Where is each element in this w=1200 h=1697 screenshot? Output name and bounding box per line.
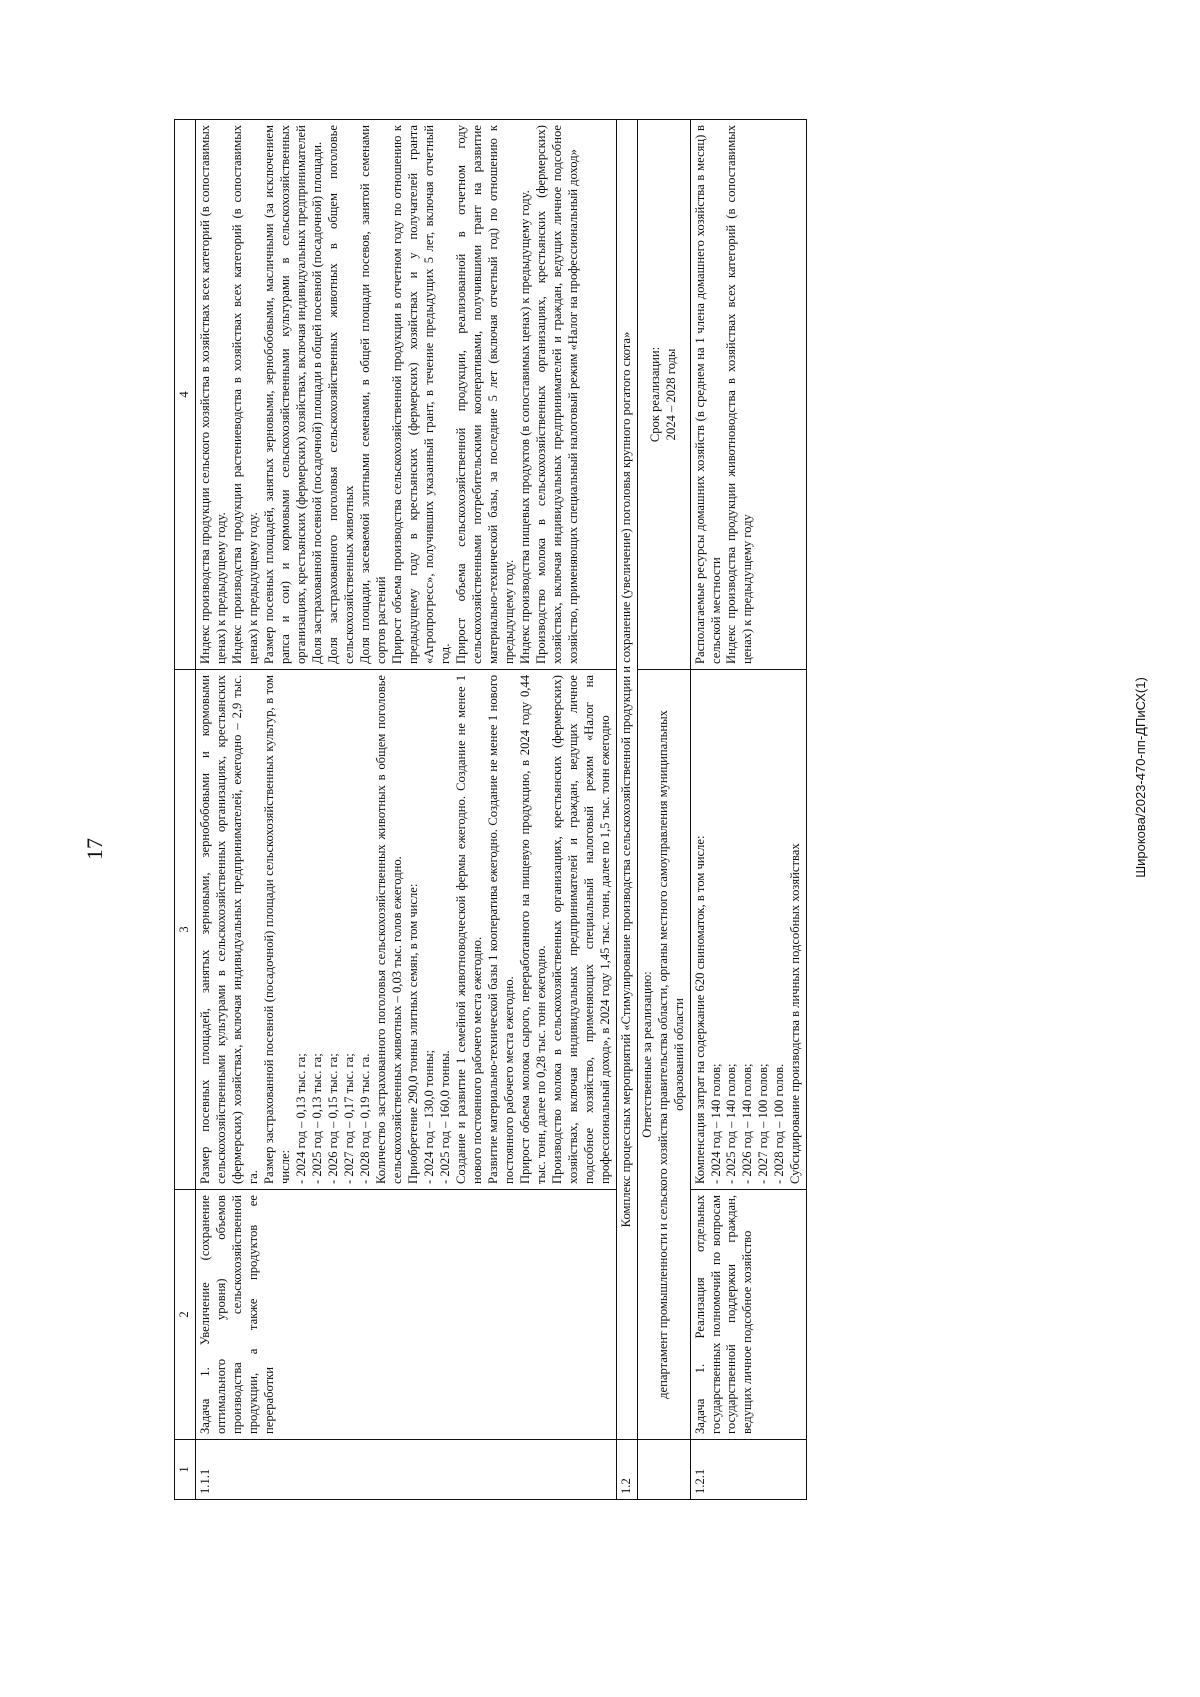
table-row <box>195 120 616 1500</box>
effect-line: - 2025 год – 0,13 тыс. га; <box>309 1053 324 1184</box>
effects-cell <box>690 670 807 1190</box>
rotated-table-wrapper <box>174 120 1067 1500</box>
effect-line: Субсидирование производства в личных подсобных хозяйствах <box>788 843 803 1184</box>
effect-line: - 2025 год – 160,0 тонны. <box>437 1050 452 1184</box>
effect-line: - 2026 год – 140 голов; <box>740 1063 755 1184</box>
indicators-cell <box>690 120 807 670</box>
effect-line: Размер посевных площадей, занятых зерновыми, зернобобовыми и кормовыми сельскохозяйственными культурами в сельскохозяйственных организациях, крестьянских (фермерских) хозяйствах, включая индивидуальных предпринимателей, ежегодно – 2,9 тыс. га. <box>197 675 260 1184</box>
effect-line: Приобретение 290,0 тонны элитных семян, в том числе: <box>405 883 420 1184</box>
row-number: 1.2 <box>616 1440 637 1500</box>
indicators-cell <box>195 120 616 670</box>
indicator-line: Доля застрахованного поголовья сельскохозяйственных животных в общем поголовье сельскохозяйственных животных <box>325 125 356 664</box>
indicator-line: Индекс производства продукции сельского хозяйства в хозяйствах всех категорий (в сопоставимых ценах) к предыдущему году. <box>197 125 228 664</box>
term-text: 2024 – 2028 годы <box>663 348 678 441</box>
page-number: 17 <box>82 838 107 860</box>
effects-cell <box>195 670 616 1190</box>
table-row <box>616 120 637 1500</box>
effect-line: - 2028 год – 100 голов. <box>772 1063 787 1184</box>
responsible-cell <box>637 670 690 1440</box>
indicator-line: Прирост объема сельскохозяйственной продукции, реализованной в отчетном году сельскохозяйственными потребительскими кооперативами, получившими грант на развитие материально-технической базы, за последние 5 лет (включая отчетный год) по отношению к предыдущему году. <box>453 125 516 664</box>
document-footer: Широкова/2023-470-пп-ДПиСХ(1) <box>1132 677 1148 878</box>
indicator-line: Индекс производства пищевых продуктов (в сопоставимых ценах) к предыдущему году. <box>517 190 532 664</box>
term-label: Срок реализации: <box>647 346 662 443</box>
effect-line: Прирост объема молока сырого, переработанного на пищевую продукцию, в 2024 году 0,44 тыс. тонн, далее по 0,28 тыс. тонн ежегодно. <box>517 675 548 1184</box>
indicator-line: Размер посевных площадей, занятых зерновыми, зернобобовыми, масличными (за исключением рапса и сои) и кормовыми сельскохозяйственными культурами в сельскохозяйственных организациях, крестьянских (фермерских) хозяйствах, включая индивидуальных предпринимателей <box>261 125 308 664</box>
indicator-line: Производство молока в сельскохозяйственных организациях, крестьянских (фермерских) хозяйствах, включая индивидуальных предпринимателей и граждан, ведущих личное подсобное хозяйство, применяющих специальный налоговый режим «Налог на профессиональный доход» <box>533 125 580 664</box>
effect-line: - 2028 год – 0,19 тыс. га. <box>357 1053 372 1184</box>
effect-line: - 2024 год – 130,0 тонны; <box>421 1049 436 1184</box>
table-row <box>637 120 690 1500</box>
row-number: 1.2.1 <box>690 1440 807 1500</box>
effect-line: Развитие материально-технической базы 1 кооператива ежегодно. Создание не менее 1 нового постоянного рабочего места ежегодно. <box>485 675 516 1184</box>
task-cell: Задача 1. Увеличение (сохранение оптимального уровня) объемов производства сельскохозяйственной продукции, а также продуктов ее переработки <box>195 1190 616 1440</box>
effect-line: Компенсация затрат на содержание 620 свиноматок, в том числе: <box>692 835 707 1184</box>
task-cell: Задача 1. Реализация отдельных государственных полномочий по вопросам государственной поддержки граждан, ведущих личное подсобное хозяйство <box>690 1190 807 1440</box>
effect-line: Производство молока в сельскохозяйственных организациях, крестьянских (фермерских) хозяйствах, включая индивидуальных предпринимателей и граждан, ведущих личное подсобное хозяйство, применяющих специальный налоговый режим «Налог на профессиональный доход», в 2024 году 1,45 тыс. тонн, далее по 1,5 тыс. тонн ежегодно <box>549 675 612 1184</box>
effect-line: Размер застрахованной посевной (посадочной) площади сельскохозяйственных культур, в том числе: <box>261 675 292 1184</box>
effect-line: - 2025 год – 140 голов; <box>724 1063 739 1184</box>
effect-line: - 2026 год – 0,15 тыс. га; <box>325 1053 340 1184</box>
table-row <box>690 120 807 1500</box>
effect-line: - 2024 год – 140 голов; <box>708 1063 723 1184</box>
indicator-line: Доля застрахованной посевной (посадочной) площади в общей посевной (посадочной) площади. <box>309 141 324 664</box>
header-row <box>175 120 196 1500</box>
header-col-3: 3 <box>175 670 196 1190</box>
effect-line: Количество застрахованного поголовья сельскохозяйственных животных в общем поголовье сельскохозяйственных животных – 0,03 тыс. голов ежегодно. <box>373 675 404 1184</box>
section-title: Комплекс процессных мероприятий «Стимулирование производства сельскохозяйственной продукции и сохранение (увеличение) поголовья крупного рогатого скота» <box>616 120 637 1440</box>
effect-line: - 2027 год – 100 голов; <box>756 1063 771 1184</box>
indicator-line: Индекс производства продукции растениеводства в хозяйствах всех категорий (в сопоставимых ценах) к предыдущему году. <box>229 125 260 664</box>
indicator-line: Доля площади, засеваемой элитными семенами, в общей площади посевов, занятой семенами сортов растений <box>357 125 388 664</box>
responsible-label: Ответственные за реализацию: <box>639 971 654 1138</box>
indicator-line: Индекс производства продукции животноводства в хозяйствах всех категорий (в сопоставимых ценах) к предыдущему году <box>724 125 755 664</box>
empty-cell <box>637 1440 690 1500</box>
effect-line: Создание и развитие 1 семейной животноводческой фермы ежегодно. Создание не менее 1 нового постоянного рабочего места ежегодно. <box>453 675 484 1184</box>
responsible-text: департамент промышленности и сельского хозяйства правительства области, органы местного самоуправления муниципальных образований области <box>655 710 686 1399</box>
effect-line: - 2024 год – 0,13 тыс. га; <box>293 1053 308 1184</box>
indicator-line: Прирост объема производства сельскохозяйственной продукции в отчетном году по отношению к предыдущему году в крестьянских (фермерских) хозяйствах и у получателей гранта «Агропрогресс», получивших указанный грант, в течение предыдущих 5 лет, включая отчетный год. <box>389 125 452 664</box>
header-col-1: 1 <box>175 1440 196 1500</box>
program-table <box>174 119 807 1500</box>
header-col-2: 2 <box>175 1190 196 1440</box>
term-cell <box>637 120 690 670</box>
header-col-4: 4 <box>175 120 196 670</box>
indicator-line: Располагаемые ресурсы домашних хозяйств (в среднем на 1 члена домашнего хозяйства в месяц) в сельской местности <box>692 125 723 664</box>
row-number: 1.1.1 <box>195 1440 616 1500</box>
effect-line: - 2027 год – 0,17 тыс. га; <box>341 1053 356 1184</box>
